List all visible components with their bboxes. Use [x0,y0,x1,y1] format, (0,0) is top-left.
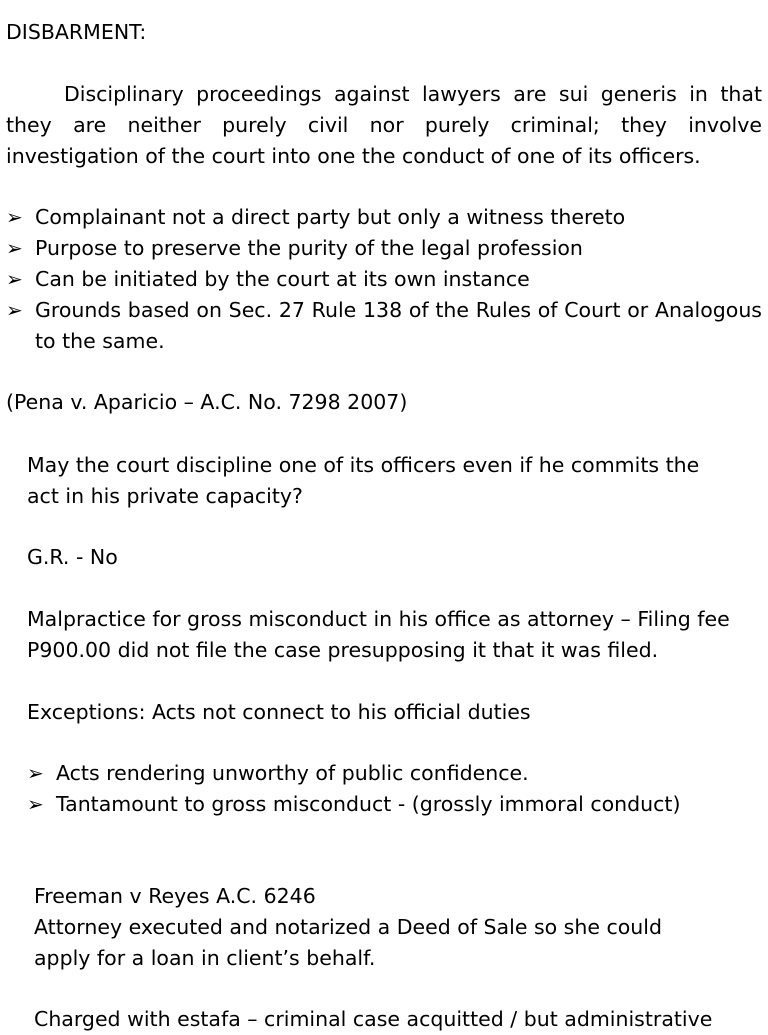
case-continuation-text: Charged with estafa – criminal case acquitted / but administrative [34,1007,713,1031]
arrowhead-bullet-icon: ➢ [27,761,44,785]
exceptions-label: Exceptions: Acts not connect to his official duties [27,700,531,724]
list-item [27,758,757,789]
case-title: Freeman v Reyes A.C. 6246 [34,884,316,908]
general-rule-text: G.R. - No [27,545,118,569]
list-item-text: Purpose to preserve the purity of the legal profession [35,236,583,260]
arrowhead-bullet-icon: ➢ [6,205,23,229]
list-item-text: Grounds based on Sec. 27 Rule 138 of the Rules of Court or Analogous to the same. [35,298,762,353]
list-item-text: Complainant not a direct party but only a witness thereto [35,205,626,229]
list-item-text: Acts rendering unworthy of public confidence. [56,761,529,785]
primary-bullet-list [6,202,762,357]
intro-paragraph: Disciplinary proceedings against lawyers are sui generis in that they are neither purely civil nor purely criminal; they involve investigation of the court into one the conduct of one of its officers. [6,82,762,168]
arrowhead-bullet-icon: ➢ [6,236,23,260]
case-citation: (Pena v. Aparicio – A.C. No. 7298 2007) [6,390,408,414]
case-body: Attorney executed and notarized a Deed of Sale so she could apply for a loan in client’s behalf. [34,915,663,970]
question-text: May the court discipline one of its officers even if he commits the act in his private capacity? [27,453,700,508]
list-item [6,233,762,264]
list-item [6,264,762,295]
malpractice-text: Malpractice for gross misconduct in his office as attorney – Filing fee P900.00 did not file the case presupposing it that it was filed. [27,607,730,662]
list-item-text: Can be initiated by the court at its own instance [35,267,530,291]
page-heading: DISBARMENT: [6,20,147,44]
arrowhead-bullet-icon: ➢ [27,792,44,816]
list-item-text: Tantamount to gross misconduct - (grossly immoral conduct) [56,792,681,816]
list-item [6,295,762,357]
list-item [27,789,757,820]
exceptions-bullet-list [27,758,757,820]
arrowhead-bullet-icon: ➢ [6,267,23,291]
arrowhead-bullet-icon: ➢ [6,298,23,322]
list-item [6,202,762,233]
